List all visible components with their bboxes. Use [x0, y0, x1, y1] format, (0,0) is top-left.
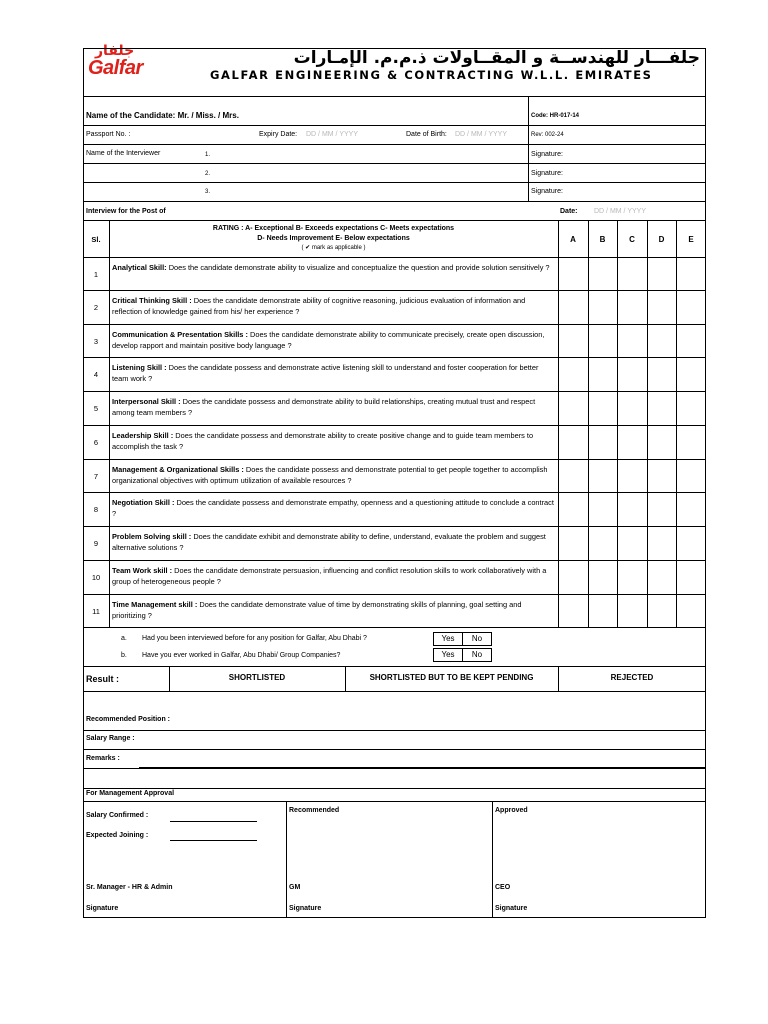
dob-field[interactable]: DD / MM / YYYY — [455, 131, 507, 138]
rating-cell-d[interactable] — [647, 594, 676, 627]
sl-header: Sl. — [91, 235, 101, 244]
rating-cell-e[interactable] — [676, 324, 706, 357]
rating-cell-c[interactable] — [617, 526, 647, 559]
rating-cell-a[interactable] — [558, 425, 588, 458]
rating-cell-d[interactable] — [647, 324, 676, 357]
skill-number: 10 — [91, 573, 101, 582]
rating-cell-a[interactable] — [558, 560, 588, 593]
rating-cell-b[interactable] — [588, 492, 617, 525]
skill-title: Problem Solving skill : — [112, 532, 192, 541]
rating-cell-c[interactable] — [617, 324, 647, 357]
logo-text: Galfar — [88, 57, 143, 79]
rating-cell-c[interactable] — [617, 560, 647, 593]
rating-cell-b[interactable] — [588, 560, 617, 593]
skill-description: Does the candidate possess and demonstrate empathy, openness and a questioning attitude to conclude a contract ? — [112, 498, 554, 518]
recommended-position-label: Recommended Position : — [86, 716, 171, 723]
interviewer-label: Name of the Interviewer — [86, 150, 161, 157]
rating-cell-a[interactable] — [558, 357, 588, 390]
rating-cell-b[interactable] — [588, 459, 617, 492]
question-a-letter: a. — [121, 635, 127, 642]
question-a-text: Had you been interviewed before for any position for Galfar, Abu Dhabi ? — [142, 635, 367, 642]
post-label: Interview for the Post of — [86, 208, 166, 215]
skill-title: Listening Skill : — [112, 363, 167, 372]
skill-description: Does the candidate demonstrate ability to visualize and conceptualize the question and provide solution sensitively ? — [166, 263, 550, 272]
skill-number: 5 — [93, 404, 99, 413]
skill-question — [112, 430, 555, 452]
rating-cell-c[interactable] — [617, 357, 647, 390]
expected-joining-line[interactable] — [170, 840, 257, 841]
rating-cell-e[interactable] — [676, 492, 706, 525]
question-b-letter: b. — [121, 652, 127, 659]
skill-description: Does the candidate possess and demonstrate ability to create positive change and to guide team members to accomplish the task ? — [112, 431, 534, 451]
salary-confirmed-label: Salary Confirmed : — [86, 812, 149, 819]
rating-cell-c[interactable] — [617, 391, 647, 424]
skill-question — [112, 329, 555, 351]
rating-legend-line1: RATING : A- Exceptional B- Exceeds expectations C- Meets expectations — [212, 225, 455, 232]
question-b-yes[interactable]: Yes — [433, 648, 463, 662]
question-a-no[interactable]: No — [462, 632, 492, 646]
column-d: D — [658, 235, 665, 244]
skill-title: Interpersonal Skill : — [112, 397, 181, 406]
passport-label: Passport No. : — [86, 131, 131, 138]
column-e: E — [688, 235, 694, 244]
skill-question — [112, 396, 555, 418]
skill-number: 7 — [93, 472, 99, 481]
skill-title: Team Work skill : — [112, 566, 173, 575]
logo-arabic: جلفار — [95, 43, 135, 59]
interviewer-1[interactable]: 1. — [205, 152, 211, 158]
skill-question — [112, 262, 555, 273]
question-a-yes[interactable]: Yes — [433, 632, 463, 646]
salary-range-label: Salary Range : — [86, 735, 135, 742]
form-code: Code: HR-017-14 — [531, 113, 580, 119]
rating-cell-a[interactable] — [558, 290, 588, 323]
rating-cell-a[interactable] — [558, 324, 588, 357]
skill-question — [112, 464, 555, 486]
rating-cell-c[interactable] — [617, 257, 647, 290]
rating-cell-d[interactable] — [647, 290, 676, 323]
rating-cell-b[interactable] — [588, 594, 617, 627]
skill-title: Communication & Presentation Skills : — [112, 330, 248, 339]
rating-cell-e[interactable] — [676, 425, 706, 458]
interviewer-3[interactable]: 3. — [205, 189, 211, 195]
rating-cell-e[interactable] — [676, 391, 706, 424]
rating-cell-d[interactable] — [647, 459, 676, 492]
dob-label: Date of Birth: — [406, 131, 447, 138]
skill-description: Does the candidate demonstrate ability to communicate precisely, create open discussion, develop rapport and maintain positive body language ? — [112, 330, 545, 350]
skill-title: Analytical Skill: — [112, 263, 167, 272]
skill-description: Does the candidate possess and demonstrate active listening skill to understand and foster cooperation for better team work ? — [112, 363, 539, 383]
result-rejected[interactable]: REJECTED — [610, 673, 654, 682]
rating-legend-note: ( ✔ mark as applicable ) — [301, 245, 366, 251]
rating-legend-line2: D- Needs Improvement E- Below expectations — [257, 235, 410, 242]
skill-title: Critical Thinking Skill : — [112, 296, 192, 305]
skill-description: Does the candidate possess and demonstrate potential to get people together to accomplish organizational objectives with optimum utilization of available resources ? — [112, 465, 548, 485]
rating-cell-c[interactable] — [617, 492, 647, 525]
signature-1-label: Signature: — [531, 151, 563, 158]
skill-number: 11 — [92, 607, 100, 616]
rating-cell-b[interactable] — [588, 357, 617, 390]
skill-title: Management & Organizational Skills : — [112, 465, 244, 474]
skill-description: Does the candidate demonstrate ability of cognitive reasoning, judicious evaluation of information and reflection of knowledge gained from his/ her experience ? — [112, 296, 526, 316]
rating-cell-d[interactable] — [647, 425, 676, 458]
rating-cell-a[interactable] — [558, 257, 588, 290]
rating-cell-d[interactable] — [647, 391, 676, 424]
skill-number: 2 — [93, 303, 99, 312]
column-b: B — [599, 235, 606, 244]
ceo-label: CEO — [495, 884, 511, 891]
remarks-label: Remarks : — [86, 755, 120, 762]
rating-cell-c[interactable] — [617, 594, 647, 627]
company-name-arabic: جلفـــار للهندســة و المقــاولات ذ.م.م. الإمـارات — [293, 48, 700, 68]
skill-question — [112, 497, 555, 519]
rating-cell-b[interactable] — [588, 391, 617, 424]
skill-description: Does the candidate demonstrate persuasion, influencing and conflict resolution skills to work collaboratively with a group of heterogeneous people ? — [112, 566, 547, 586]
rating-cell-e[interactable] — [676, 526, 706, 559]
rating-cell-d[interactable] — [647, 492, 676, 525]
rating-cell-a[interactable] — [558, 391, 588, 424]
rating-cell-d[interactable] — [647, 560, 676, 593]
gm-signature-label: Signature — [289, 905, 322, 912]
column-a: A — [570, 235, 576, 244]
skill-number: 1 — [93, 270, 99, 279]
skill-description: Does the candidate exhibit and demonstrate ability to define, understand, evaluate the problem and suggest alternative solutions ? — [112, 532, 546, 552]
result-label: Result : — [86, 674, 120, 684]
remarks-line[interactable] — [139, 767, 706, 768]
rating-cell-d[interactable] — [647, 257, 676, 290]
skill-question — [112, 599, 555, 621]
rating-cell-a[interactable] — [558, 526, 588, 559]
rating-cell-b[interactable] — [588, 425, 617, 458]
date-field[interactable]: DD / MM / YYYY — [594, 208, 646, 215]
rating-cell-b[interactable] — [588, 257, 617, 290]
signature-3-label: Signature: — [531, 188, 563, 195]
expiry-date-label: Expiry Date: — [259, 131, 298, 138]
skill-title: Time Management skill : — [112, 600, 198, 609]
skill-question — [112, 531, 555, 553]
rating-cell-c[interactable] — [617, 459, 647, 492]
skill-number: 8 — [93, 505, 99, 514]
result-shortlisted[interactable]: SHORTLISTED — [228, 673, 286, 682]
hr-signature-label: Signature — [86, 905, 119, 912]
skill-description: Does the candidate demonstrate value of time by demonstrating skills of planning, goal setting and prioritizing ? — [112, 600, 522, 620]
company-name-english: GALFAR ENGINEERING & CONTRACTING W.L.L. EMIRATES — [210, 68, 653, 82]
skill-number: 6 — [93, 438, 99, 447]
question-b-no[interactable]: No — [462, 648, 492, 662]
rating-cell-c[interactable] — [617, 425, 647, 458]
gm-label: GM — [289, 884, 301, 891]
hr-manager-label: Sr. Manager - HR & Admin — [86, 884, 173, 891]
rating-cell-e[interactable] — [676, 357, 706, 390]
result-pending[interactable]: SHORTLISTED BUT TO BE KEPT PENDING — [369, 673, 534, 682]
skill-number: 3 — [93, 337, 99, 346]
rating-cell-a[interactable] — [558, 459, 588, 492]
management-approval-title: For Management Approval — [86, 790, 175, 797]
recommended-label: Recommended — [289, 807, 340, 814]
rating-cell-b[interactable] — [588, 324, 617, 357]
date-label: Date: — [560, 208, 578, 215]
skill-title: Leadership Skill : — [112, 431, 174, 440]
rating-cell-a[interactable] — [558, 492, 588, 525]
skill-number: 4 — [93, 370, 99, 379]
ceo-signature-label: Signature — [495, 905, 528, 912]
expected-joining-label: Expected Joining : — [86, 832, 149, 839]
approved-label: Approved — [495, 807, 528, 814]
column-c: C — [629, 235, 635, 244]
rating-cell-b[interactable] — [588, 290, 617, 323]
skill-question — [112, 295, 555, 317]
skill-question — [112, 362, 555, 384]
rating-cell-d[interactable] — [647, 357, 676, 390]
salary-confirmed-line[interactable] — [170, 821, 257, 822]
candidate-name-label: Name of the Candidate: Mr. / Miss. / Mrs. — [86, 111, 239, 120]
rating-cell-c[interactable] — [617, 290, 647, 323]
question-b-text: Have you ever worked in Galfar, Abu Dhabi/ Group Companies? — [142, 652, 341, 659]
skill-description: Does the candidate possess and demonstrate ability to build relationships, creating mutual trust and respect among team members ? — [112, 397, 536, 417]
rating-cell-a[interactable] — [558, 594, 588, 627]
rating-cell-e[interactable] — [676, 290, 706, 323]
rating-cell-e[interactable] — [676, 560, 706, 593]
rating-cell-e[interactable] — [676, 459, 706, 492]
interviewer-2[interactable]: 2. — [205, 171, 211, 177]
rating-cell-e[interactable] — [676, 257, 706, 290]
rating-cell-e[interactable] — [676, 594, 706, 627]
skill-number: 9 — [93, 539, 99, 548]
skill-question — [112, 565, 555, 587]
expiry-date-field[interactable]: DD / MM / YYYY — [306, 131, 358, 138]
skill-title: Negotiation Skill : — [112, 498, 175, 507]
form-revision: Rev: 002-24 — [531, 132, 564, 138]
signature-2-label: Signature: — [531, 170, 563, 177]
rating-cell-d[interactable] — [647, 526, 676, 559]
rating-cell-b[interactable] — [588, 526, 617, 559]
